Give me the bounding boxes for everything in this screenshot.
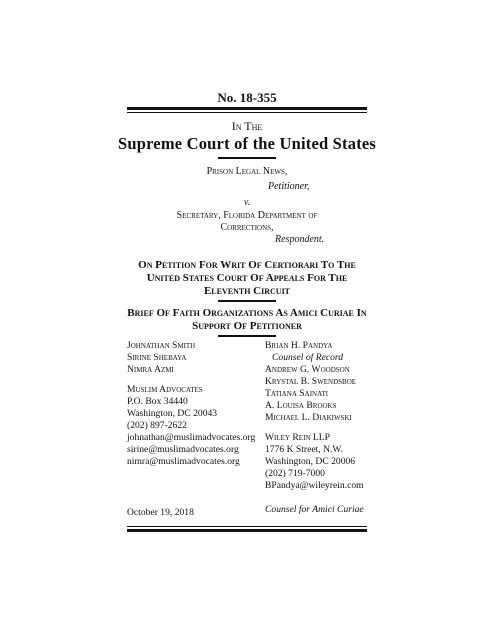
right-attorney-1: Andrew G. Woodson <box>265 364 350 375</box>
right-attorney-2: Krystal B. Swendsboe <box>265 376 357 387</box>
right-attorney-4: A. Louisa Brooks <box>265 400 337 411</box>
docket-number: No. 18-355 <box>217 90 277 105</box>
petitioner-name: Prison Legal News, <box>206 166 288 177</box>
left-address-1: P.O. Box 34440 <box>127 396 188 407</box>
right-address-2: Washington, DC 20006 <box>265 456 356 467</box>
petition-heading-line-3: Eleventh Circuit <box>203 285 291 297</box>
right-address-1: 1776 K Street, N.W. <box>265 444 343 455</box>
versus: v. <box>243 197 251 208</box>
top-rule-thin <box>127 112 367 113</box>
bottom-rule-thin <box>127 526 367 527</box>
respondent-line-1: Secretary, Florida Department of <box>176 210 318 221</box>
right-attorney-5: Michael L. Diakiwski <box>265 412 352 423</box>
bottom-rule-thick <box>127 529 367 532</box>
petition-heading-line-1: On Petition For Writ Of Certiorari To The <box>138 259 356 271</box>
right-lead-role: Counsel of Record <box>272 352 344 363</box>
right-email: BPandya@wileyrein.com <box>265 480 364 491</box>
right-attorney-3: Tatiana Sainati <box>265 388 328 399</box>
title-rule <box>218 335 276 337</box>
left-attorney-3: Nimra Azmi <box>127 364 174 375</box>
court-rule <box>218 157 276 159</box>
right-phone: (202) 719-7000 <box>265 468 325 479</box>
right-counsel-role: Counsel for Amici Curiae <box>265 504 364 515</box>
left-organization: Muslim Advocates <box>127 384 203 395</box>
court-name: Supreme Court of the United States <box>117 134 377 153</box>
right-lead-attorney: Brian H. Pandya <box>265 340 333 351</box>
right-firm: Wiley Rein LLP <box>265 432 330 443</box>
respondent-line-2: Corrections, <box>220 222 274 233</box>
left-attorney-1: Johnathan Smith <box>127 340 196 351</box>
petitioner-role: Petitioner, <box>268 181 310 192</box>
respondent-role: Respondent. <box>275 234 325 245</box>
petition-heading-line-2: United States Court Of Appeals For The <box>146 272 348 284</box>
left-email-3: nimra@muslimadvocates.org <box>127 456 240 467</box>
filing-date: October 19, 2018 <box>127 507 194 518</box>
left-address-2: Washington, DC 20043 <box>127 408 218 419</box>
top-rule-thick <box>127 107 367 110</box>
left-phone: (202) 897-2622 <box>127 420 187 431</box>
brief-title-line-2: Support Of Petitioner <box>192 320 302 332</box>
left-email-2: sirine@muslimadvocates.org <box>127 444 239 455</box>
left-email-1: johnathan@muslimadvocates.org <box>127 432 256 443</box>
brief-title-line-1: Brief Of Faith Organizations As Amici Curiae In <box>127 307 367 319</box>
left-attorney-2: Sirine Shebaya <box>127 352 187 363</box>
in-the-label: In The <box>231 119 263 133</box>
heading-rule <box>218 300 276 302</box>
